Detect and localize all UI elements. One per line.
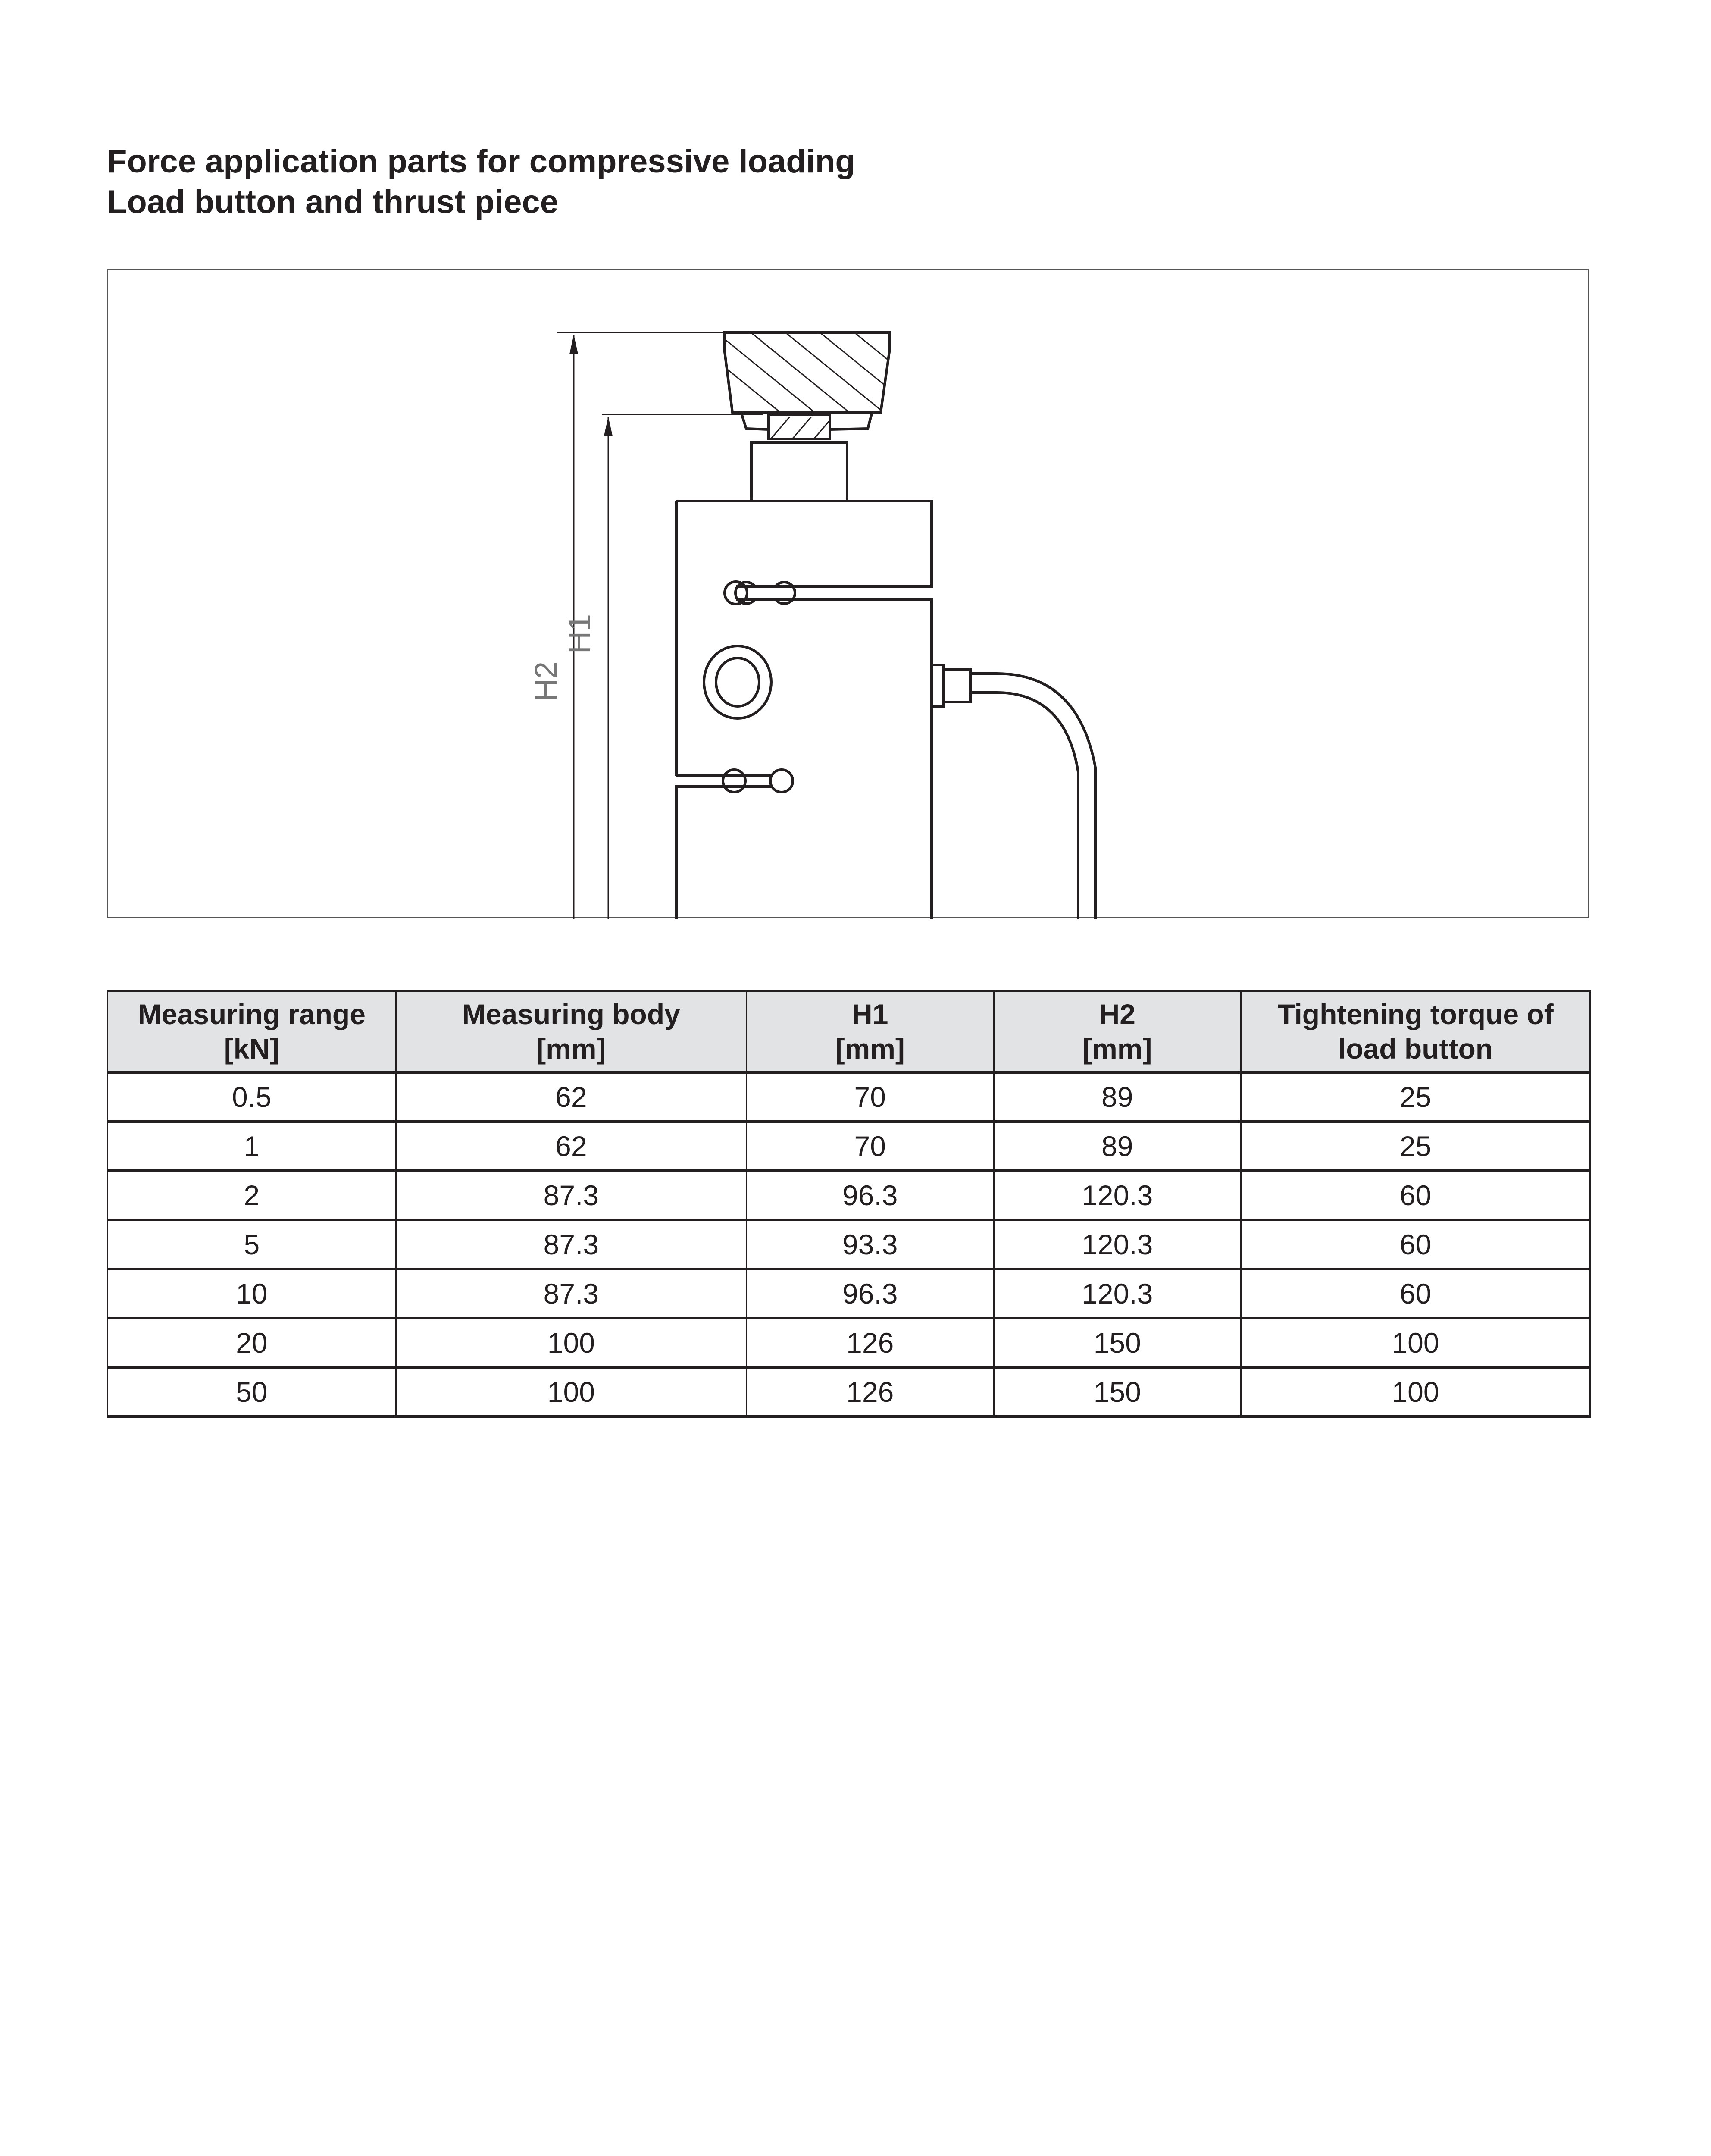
- h1-label: H1: [563, 614, 597, 654]
- col-header-tightening-torque: Tightening torque of load button: [1241, 991, 1590, 1073]
- cell-h1: 70: [746, 1122, 994, 1171]
- cell-h2: 120.3: [994, 1220, 1241, 1269]
- cell-measuring-range: 1: [108, 1122, 396, 1171]
- cell-h2: 89: [994, 1122, 1241, 1171]
- cell-measuring-body: 62: [396, 1072, 746, 1122]
- table-row: [108, 1072, 1590, 1122]
- cell-torque: 25: [1241, 1122, 1590, 1171]
- cell-h2: 150: [994, 1318, 1241, 1367]
- cell-measuring-range: 0.5: [108, 1072, 396, 1122]
- cell-h2: 120.3: [994, 1269, 1241, 1318]
- cell-measuring-body: 87.3: [396, 1171, 746, 1220]
- table-row: [108, 1171, 1590, 1220]
- cell-measuring-body: 87.3: [396, 1220, 746, 1269]
- cell-h1: 96.3: [746, 1171, 994, 1220]
- dimension-h1: [563, 414, 763, 919]
- load-cell-drawing: [108, 270, 1590, 919]
- cell-h1: 96.3: [746, 1269, 994, 1318]
- cell-measuring-body: 62: [396, 1122, 746, 1171]
- s-type-load-cell: [676, 501, 932, 919]
- table-row: [108, 1367, 1590, 1416]
- col-header-h2: H2 [mm]: [994, 991, 1241, 1073]
- h2-label: H2: [529, 661, 563, 701]
- col-header-measuring-range: Measuring range [kN]: [108, 991, 396, 1073]
- cell-measuring-body: 87.3: [396, 1269, 746, 1318]
- technical-drawing-frame: [107, 269, 1589, 918]
- table-row: [108, 1269, 1590, 1318]
- heading-line-2: Load button and thrust piece: [107, 184, 559, 220]
- cell-h1: 126: [746, 1367, 994, 1416]
- cell-torque: 100: [1241, 1318, 1590, 1367]
- table-row: [108, 1220, 1590, 1269]
- page-heading: [107, 141, 855, 222]
- cell-measuring-range: 50: [108, 1367, 396, 1416]
- heading-line-1: Force application parts for compressive loading: [107, 143, 855, 180]
- cell-h2: 89: [994, 1072, 1241, 1122]
- spec-table: [107, 990, 1591, 1418]
- thrust-piece: [751, 412, 847, 501]
- cell-measuring-range: 20: [108, 1318, 396, 1367]
- dimension-h2: [529, 332, 725, 919]
- col-header-h1: H1 [mm]: [746, 991, 994, 1073]
- cell-h1: 70: [746, 1072, 994, 1122]
- cell-torque: 60: [1241, 1220, 1590, 1269]
- cell-torque: 100: [1241, 1367, 1590, 1416]
- cell-measuring-range: 10: [108, 1269, 396, 1318]
- cell-h2: 120.3: [994, 1171, 1241, 1220]
- cell-measuring-body: 100: [396, 1367, 746, 1416]
- col-header-measuring-body: Measuring body [mm]: [396, 991, 746, 1073]
- cell-torque: 25: [1241, 1072, 1590, 1122]
- cell-measuring-range: 5: [108, 1220, 396, 1269]
- cell-h2: 150: [994, 1367, 1241, 1416]
- cell-torque: 60: [1241, 1269, 1590, 1318]
- table-row: [108, 1122, 1590, 1171]
- cell-measuring-body: 100: [396, 1318, 746, 1367]
- table-header-row: [108, 991, 1590, 1073]
- cell-torque: 60: [1241, 1171, 1590, 1220]
- cell-measuring-range: 2: [108, 1171, 396, 1220]
- cable: [932, 665, 1095, 919]
- cell-h1: 126: [746, 1318, 994, 1367]
- table-row: [108, 1318, 1590, 1367]
- cell-h1: 93.3: [746, 1220, 994, 1269]
- load-button: [669, 322, 979, 438]
